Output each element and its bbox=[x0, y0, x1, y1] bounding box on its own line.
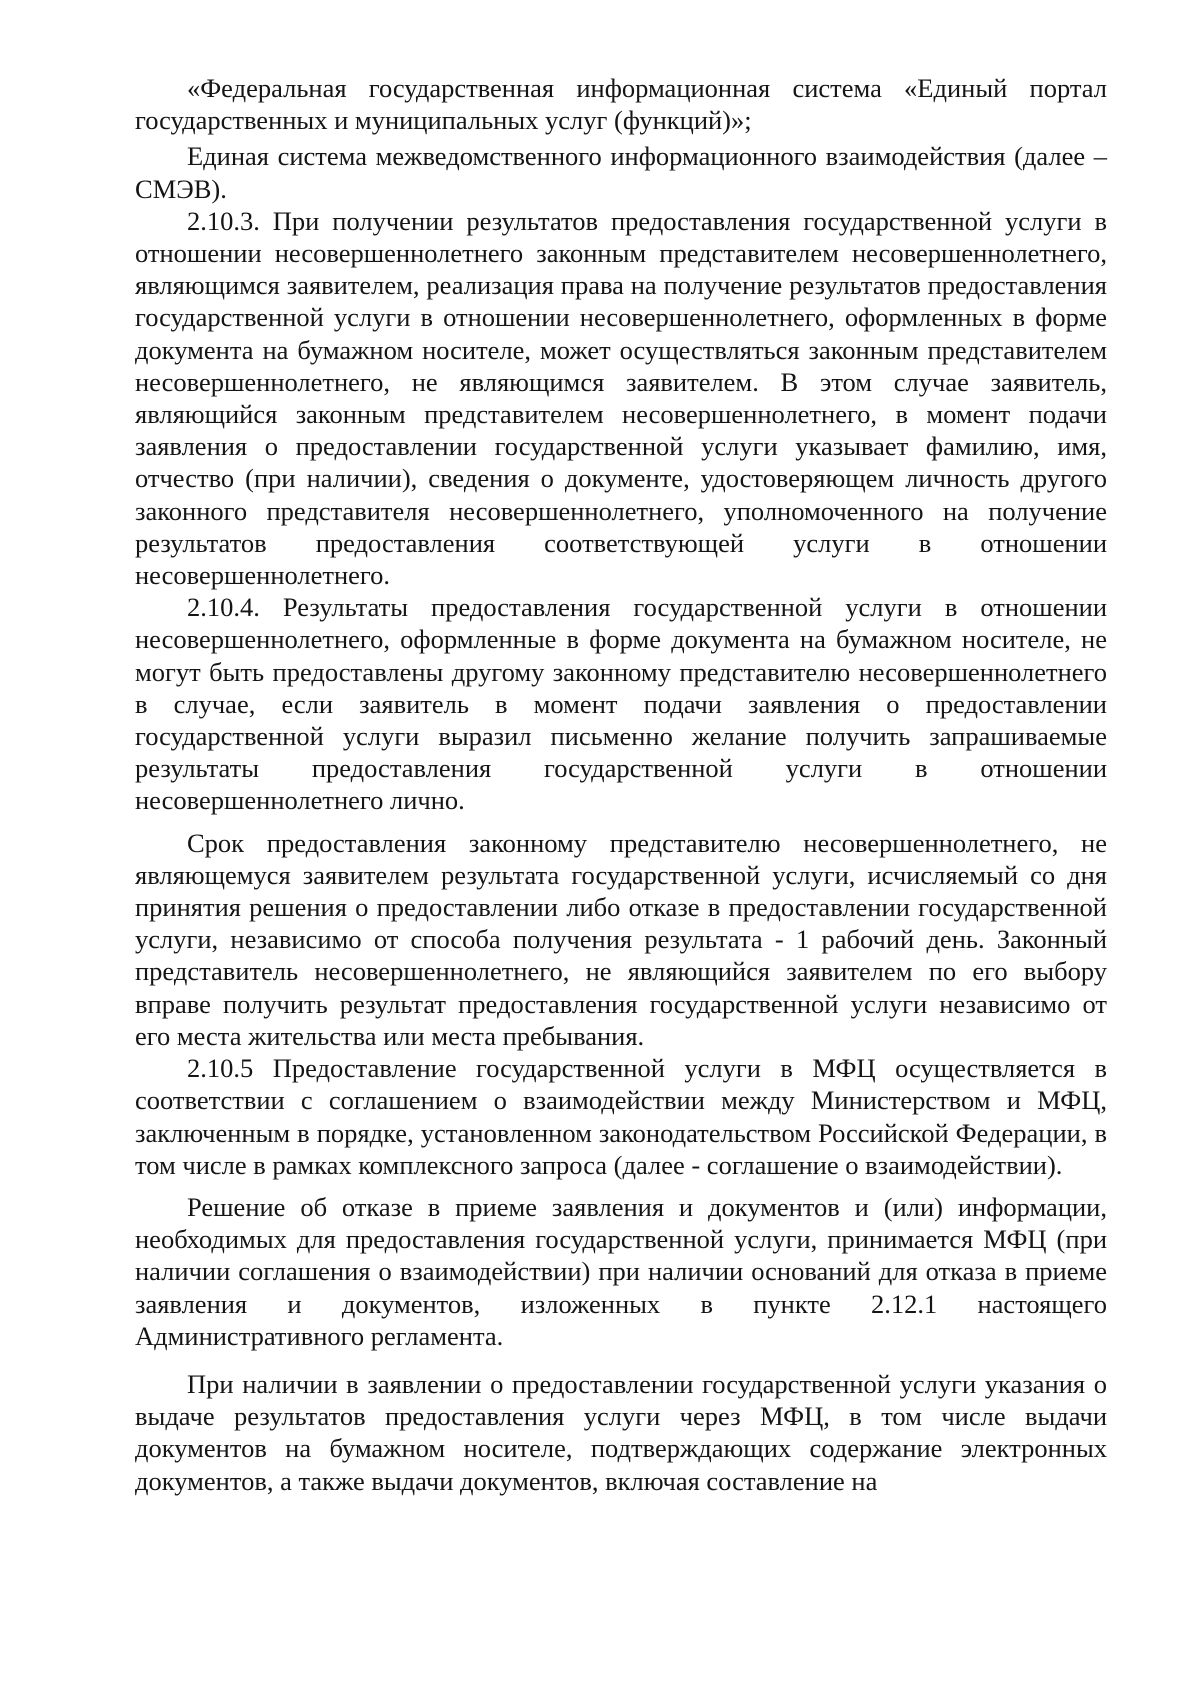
paragraph-smev-definition: Единая система межведомственного информационного взаимодействия (далее – СМЭВ). bbox=[135, 141, 1107, 204]
paragraph-2-10-4: 2.10.4. Результаты предоставления государственной услуги в отношении несовершеннолетнего, оформленные в форме документа на бумажном носителе, не могут быть предоставлены другому законному представителю несовершеннолетнего в случае, если заявитель в момент подачи заявления о предоставлении государственной услуги выразил письменно желание получить запрашиваемые результаты предоставления государственной услуги в отношении несовершеннолетнего лично. bbox=[135, 592, 1107, 816]
paragraph-2-10-3: 2.10.3. При получении результатов предоставления государственной услуги в отношении несовершеннолетнего законным представителем несовершеннолетнего, являющимся заявителем, реализация права на получение результатов предоставления государственной услуги в отношении несовершеннолетнего, оформленных в форме документа на бумажном носителе, может осуществляться законным представителем несовершеннолетнего, не являющимся заявителем. В этом случае заявитель, являющийся законным представителем несовершеннолетнего, в момент подачи заявления о предоставлении государственной услуги указывает фамилию, имя, отчество (при наличии), сведения о документе, удостоверяющем личность другого законного представителя несовершеннолетнего, уполномоченного на получение результатов предоставления соответствующей услуги в отношении несовершеннолетнего. bbox=[135, 205, 1107, 591]
paragraph-2-10-5: 2.10.5 Предоставление государственной услуги в МФЦ осуществляется в соответствии с соглашением о взаимодействии между Министерством и МФЦ, заключенным в порядке, установленном законодательством Российской Федерации, в том числе в рамках комплексного запроса (далее - соглашение о взаимодействии). bbox=[135, 1053, 1107, 1180]
paragraph-portal-definition: «Федеральная государственная информационная система «Единый портал государственных и муниципальных услуг (функций)»; bbox=[135, 73, 1107, 136]
paragraph-mfc-issuance: При наличии в заявлении о предоставлении государственной услуги указания о выдаче результатов предоставления услуги через МФЦ, в том числе выдачи документов на бумажном носителе, подтверждающих содержание электронных документов, а также выдачи документов, включая составление на bbox=[135, 1368, 1107, 1496]
paragraph-refusal-decision: Решение об отказе в приеме заявления и документов и (или) информации, необходимых для предоставления государственной услуги, принимается МФЦ (при наличии соглашения о взаимодействии) при наличии оснований для отказа в приеме заявления и документов, изложенных в пункте 2.12.1 настоящего Административного регламента. bbox=[135, 1191, 1107, 1351]
document-page bbox=[135, 72, 1107, 1497]
paragraph-term: Срок предоставления законному представителю несовершеннолетнего, не являющемуся заявителем результата государственной услуги, исчисляемый со дня принятия решения о предоставлении либо отказе в предоставлении государственной услуги, независимо от способа получения результата - 1 рабочий день. Законный представитель несовершеннолетнего, не являющийся заявителем по его выбору вправе получить результат предоставления государственной услуги независимо от его места жительства или места пребывания. bbox=[135, 827, 1107, 1051]
